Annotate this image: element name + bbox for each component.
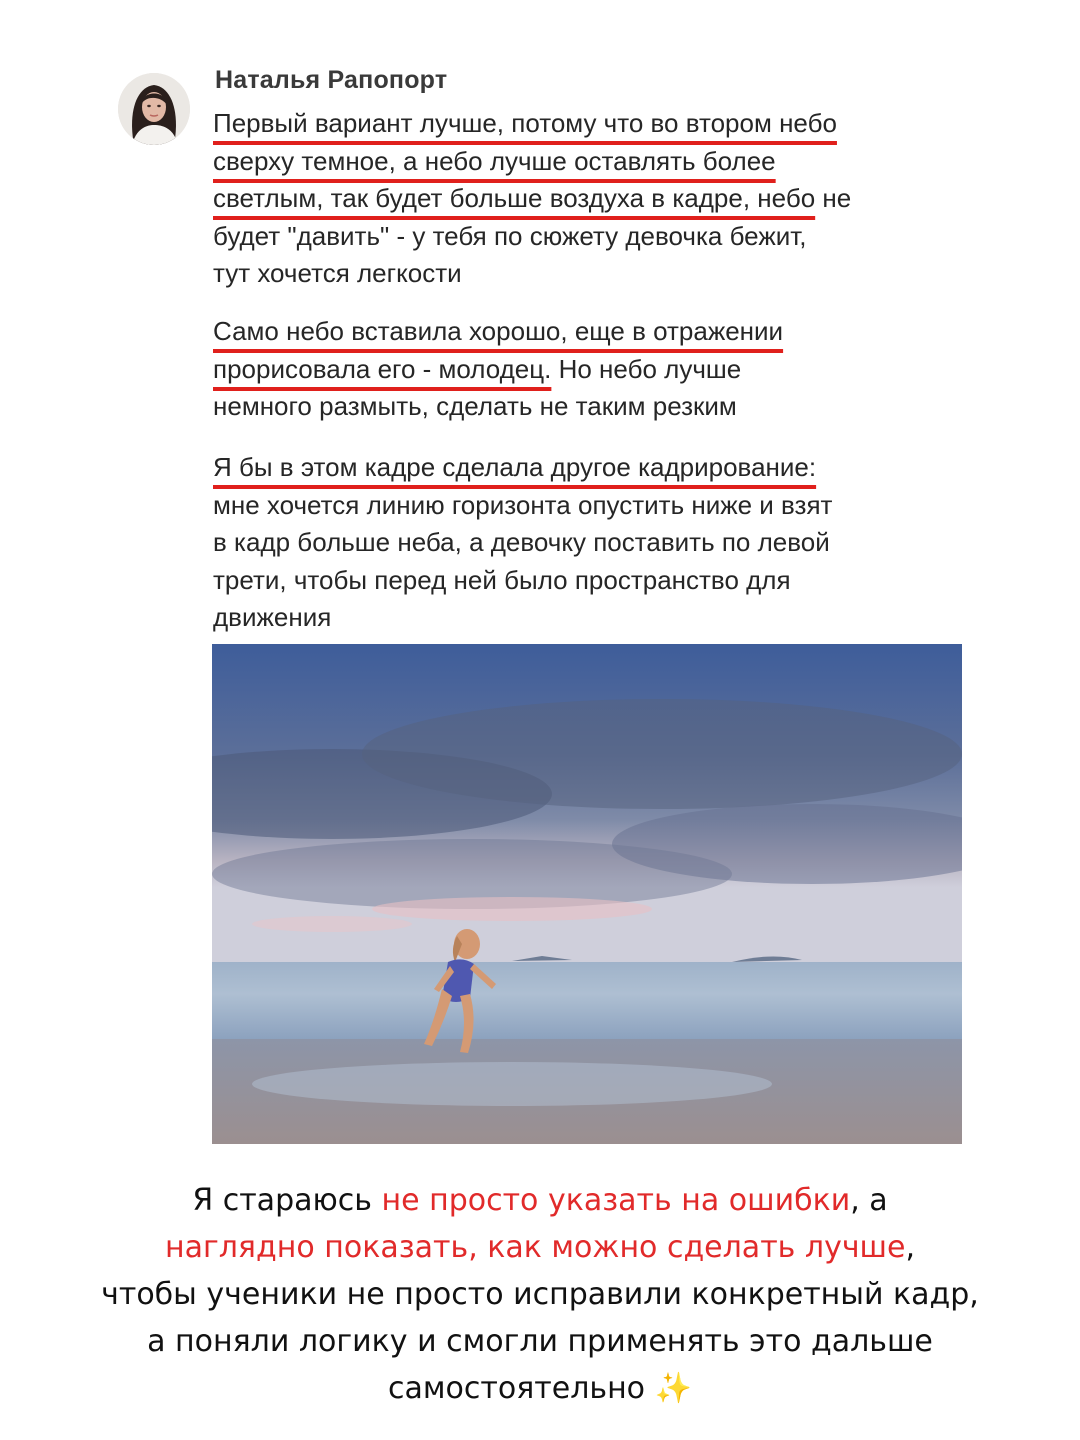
plain-text: трети, чтобы перед ней было пространство для [213, 564, 791, 595]
underlined-text: Само небо вставила хорошо, еще в отражении [213, 316, 784, 346]
underlined-text: Первый вариант лучше, потому что во втором небо [213, 108, 837, 138]
caption-highlight: наглядно показать, как можно сделать лучше [165, 1230, 906, 1265]
caption-line: чтобы ученики не просто исправили конкретный кадр, [101, 1277, 979, 1312]
caption-highlight: не просто указать на ошибки [381, 1183, 851, 1218]
plain-text: тут хочется легкости [213, 258, 462, 288]
underlined-text: светлым, так будет больше воздуха в кадре, небо [213, 183, 816, 213]
comment-line [213, 388, 973, 426]
comment-paragraph-1 [213, 105, 973, 293]
comment-line [213, 487, 973, 525]
comment-line [213, 449, 973, 487]
comment-line [213, 524, 973, 562]
caption-line [0, 1224, 1080, 1271]
caption-text: Я стараюсь [192, 1183, 382, 1218]
underlined-text: сверху темное, а небо лучше оставлять более [213, 145, 776, 176]
caption-text: , [905, 1230, 915, 1265]
caption [0, 1177, 1080, 1412]
author-name[interactable]: Наталья Рапопорт [215, 66, 448, 94]
comment-paragraph-2 [213, 313, 973, 426]
comment-line [213, 143, 973, 181]
underlined-text: Я бы в этом кадре сделала другое кадрирование: [213, 452, 817, 482]
comment-line [213, 351, 973, 389]
caption-line: самостоятельно ✨ [388, 1371, 692, 1406]
plain-text: немного размыть, сделать не таким резким [213, 391, 737, 421]
plain-text: Но небо лучше [551, 353, 742, 384]
plain-text: движения [213, 602, 332, 632]
plain-text: мне хочется линию горизонта опустить ниже и взят [213, 489, 833, 520]
beach-photo-image [212, 644, 962, 1144]
caption-text: , а [850, 1183, 888, 1218]
plain-text: не [815, 183, 852, 213]
comment-line [213, 313, 973, 351]
underlined-text: прорисовала его - молодец. [213, 353, 552, 384]
comment-line [213, 255, 973, 293]
caption-line [0, 1177, 1080, 1224]
comment-line [213, 105, 973, 143]
comment-line [213, 599, 973, 637]
comment-line [213, 180, 973, 218]
comment-paragraph-3 [213, 449, 973, 637]
caption-line: а поняли логику и смогли применять это дальше [147, 1324, 933, 1359]
avatar-image [118, 73, 190, 145]
plain-text: в кадр больше неба, а девочку поставить по левой [213, 527, 830, 557]
avatar[interactable] [118, 73, 190, 145]
comment-line [213, 218, 973, 256]
comment-line [213, 562, 973, 600]
beach-photo[interactable] [212, 644, 962, 1144]
plain-text: будет "давить" - у тебя по сюжету девочка бежит, [213, 220, 807, 251]
